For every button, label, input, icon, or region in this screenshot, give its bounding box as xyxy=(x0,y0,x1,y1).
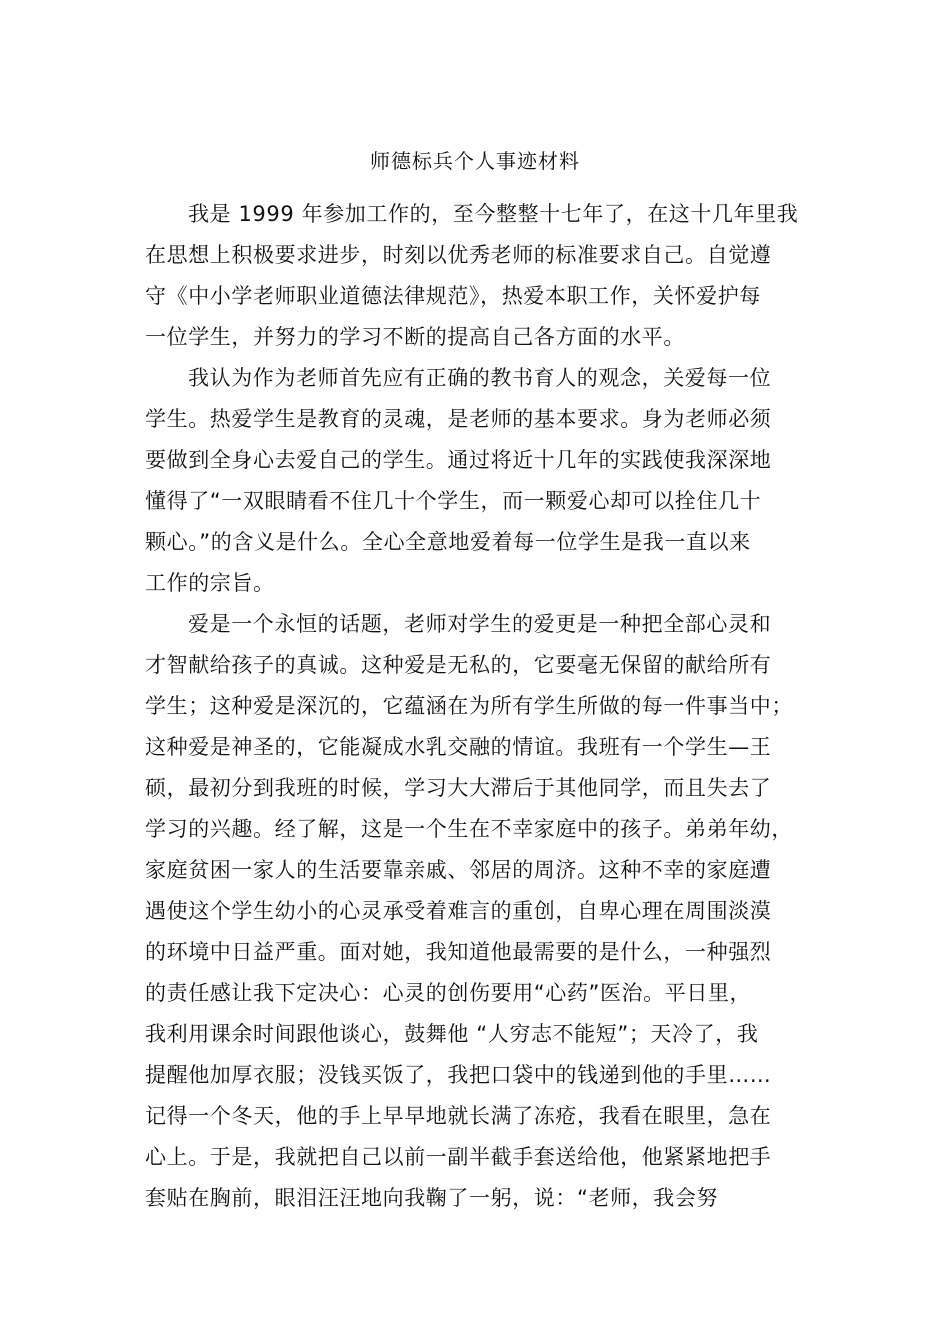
text-line: 提醒他加厚衣服；没钱买饭了，我把口袋中的钱递到他的手里…… xyxy=(145,1063,772,1087)
text-line: 硕，最初分到我班的时候，学习大大滞后于其他同学，而且失去了 xyxy=(145,776,772,800)
text-line: 懂得了“一双眼睛看不住几十个学生，而一颗爱心却可以拴住几十 xyxy=(145,489,762,513)
text-line: 我认为作为老师首先应有正确的教书育人的观念，关爱每一位 xyxy=(188,366,772,390)
text-line: 颗心。”的含义是什么。全心全意地爱着每一位学生是我一直以来 xyxy=(145,530,751,554)
text-line: 心上。于是，我就把自己以前一副半截手套送给他，他紧紧地把手 xyxy=(145,1145,772,1169)
text-line: 这种爱是神圣的，它能凝成水乳交融的情谊。我班有一个学生—王 xyxy=(145,735,772,759)
text-line: 爱是一个永恒的话题，老师对学生的爱更是一种把全部心灵和 xyxy=(188,612,772,636)
text-line: 家庭贫困一家人的生活要靠亲戚、邻居的周济。这种不幸的家庭遭 xyxy=(145,858,772,882)
text-line: 套贴在胸前，眼泪汪汪地向我鞠了一躬，说：“老师，我会努 xyxy=(145,1186,719,1210)
text-line: 才智献给孩子的真诚。这种爱是无私的，它要毫无保留的献给所有 xyxy=(145,653,772,677)
text-line: 要做到全身心去爱自己的学生。通过将近十几年的实践使我深深地 xyxy=(145,448,772,472)
text-line: 守《中小学老师职业道德法律规范》，热爱本职工作，关怀爱护每 xyxy=(145,284,761,308)
text-line: 的责任感让我下定决心：心灵的创伤要用“心药”医治。平日里， xyxy=(145,981,752,1005)
text-line: 记得一个冬天，他的手上早早地就长满了冻疮，我看在眼里，急在 xyxy=(145,1104,772,1128)
text-line: 遇使这个学生幼小的心灵承受着难言的重创，自卑心理在周围淡漠 xyxy=(145,899,772,923)
text-line: 学生。热爱学生是教育的灵魂，是老师的基本要求。身为老师必须 xyxy=(145,407,772,431)
text-line: 我利用课余时间跟他谈心，鼓舞他 “人穷志不能短”；天冷了，我 xyxy=(145,1022,759,1046)
document-title: 师德标兵个人事迹材料 xyxy=(370,149,580,173)
text-line: 学生；这种爱是深沉的，它蕴涵在为所有学生所做的每一件事当中； xyxy=(145,694,793,718)
text-line: 的环境中日益严重。面对她，我知道他最需要的是什么，一种强烈 xyxy=(145,940,772,964)
text-line: 一位学生，并努力的学习不断的提高自己各方面的水平。 xyxy=(145,325,685,349)
text-line: 我是 1999 年参加工作的，至今整整十七年了，在这十几年里我 xyxy=(188,202,799,226)
text-line: 在思想上积极要求进步，时刻以优秀老师的标准要求自己。自觉遵 xyxy=(145,243,772,267)
text-line: 学习的兴趣。经了解，这是一个生在不幸家庭中的孩子。弟弟年幼， xyxy=(145,817,793,841)
text-line: 工作的宗旨。 xyxy=(145,571,275,595)
